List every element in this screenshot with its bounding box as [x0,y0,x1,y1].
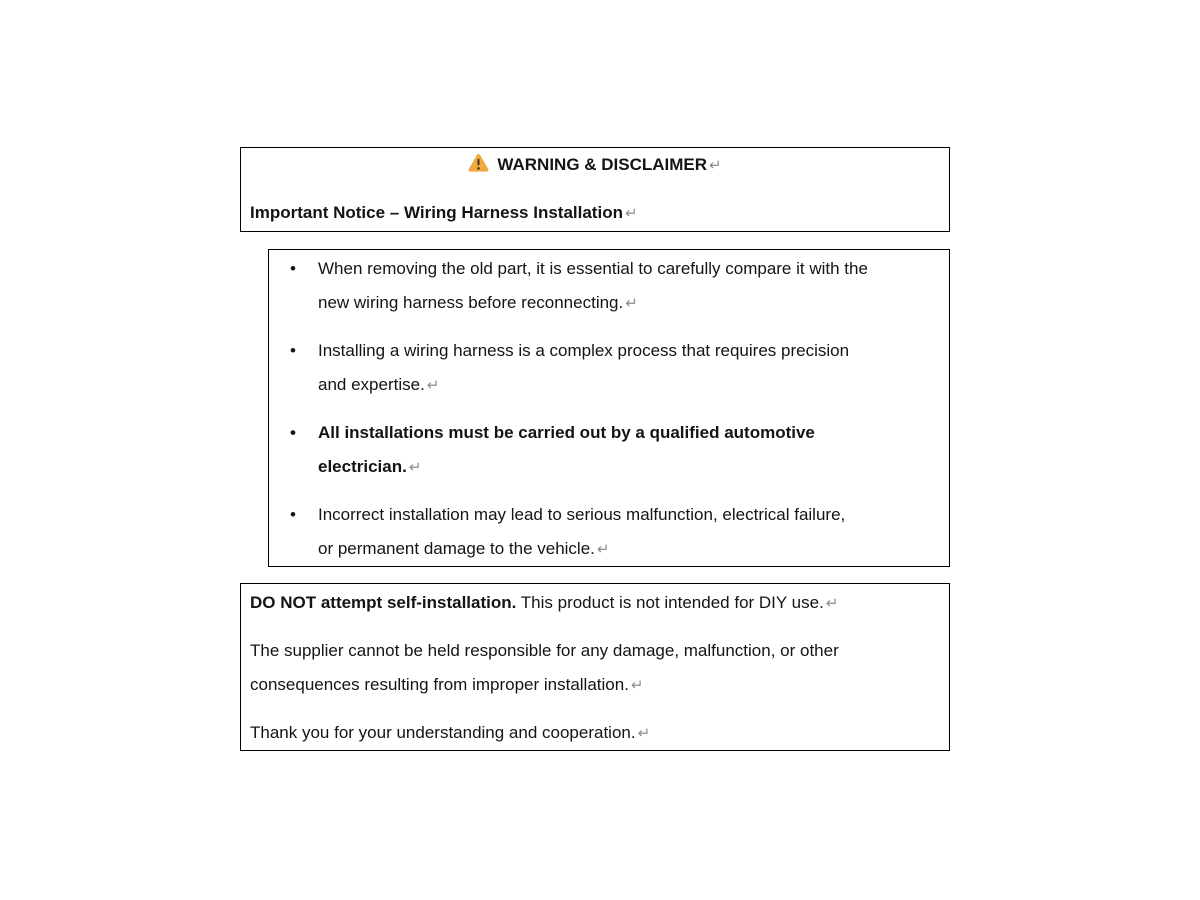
line-break-mark: ↵ [408,459,422,476]
bullet-marker: • [290,341,296,360]
line-break-mark: ↵ [825,595,839,612]
bullet-item-compare-parts [278,252,940,321]
warning-header-box [240,147,950,232]
thanks-text: Thank you for your understanding and cooperation. [250,723,636,742]
line-break-mark: ↵ [625,295,638,312]
disclaimer-footer-box [240,583,950,751]
warning-exclamation-dot [478,167,481,170]
bullet-line [318,450,940,485]
bullet-line: Incorrect installation may lead to serious malfunction, electrical failure, [318,505,846,524]
bullet-line [318,368,940,403]
bullet-item-complex-process [278,334,940,403]
diy-warning-bold-text: DO NOT attempt self-installation. [250,593,517,612]
notice-subtitle-line [250,196,940,231]
bullet-list-box [268,249,950,567]
line-break-mark: ↵ [624,205,638,222]
bullet-marker: • [290,423,296,442]
bullet-line-text: and expertise. [318,375,425,394]
liability-paragraph [250,634,940,703]
bullet-line: Installing a wiring harness is a complex process that requires precision [318,341,850,360]
diy-warning-rest-text: This product is not intended for DIY use. [516,593,824,612]
bullet-line-text: electrician. [318,457,407,476]
warning-exclamation-bar [478,159,480,166]
bullet-line-text: or permanent damage to the vehicle. [318,539,595,558]
line-break-mark: ↵ [637,725,651,742]
warning-title-text: WARNING & DISCLAIMER [497,155,708,174]
bullet-line: All installations must be carried out by a qualified automotive [318,423,815,442]
liability-line: The supplier cannot be held responsible for any damage, malfunction, or other [250,641,839,660]
liability-line-text: consequences resulting from improper installation. [250,675,629,694]
line-break-mark: ↵ [630,677,644,694]
line-break-mark: ↵ [596,541,610,558]
line-break-mark: ↵ [709,157,722,174]
bullet-item-qualified-electrician [278,416,940,485]
bullet-line-text: new wiring harness before reconnecting. [318,293,624,312]
bullet-item-incorrect-installation [278,498,940,567]
liability-line [250,668,940,703]
thanks-paragraph [250,716,940,751]
warning-title-line [250,148,940,183]
bullet-marker: • [290,259,296,278]
bullet-marker: • [290,505,296,524]
diy-warning-paragraph [250,586,940,621]
bullet-line [318,532,940,567]
bullet-line: When removing the old part, it is essential to carefully compare it with the [318,259,868,278]
line-break-mark: ↵ [426,377,440,394]
bullet-line [318,286,940,321]
notice-subtitle-text: Important Notice – Wiring Harness Installation [250,203,623,222]
warning-triangle-icon [468,153,489,173]
